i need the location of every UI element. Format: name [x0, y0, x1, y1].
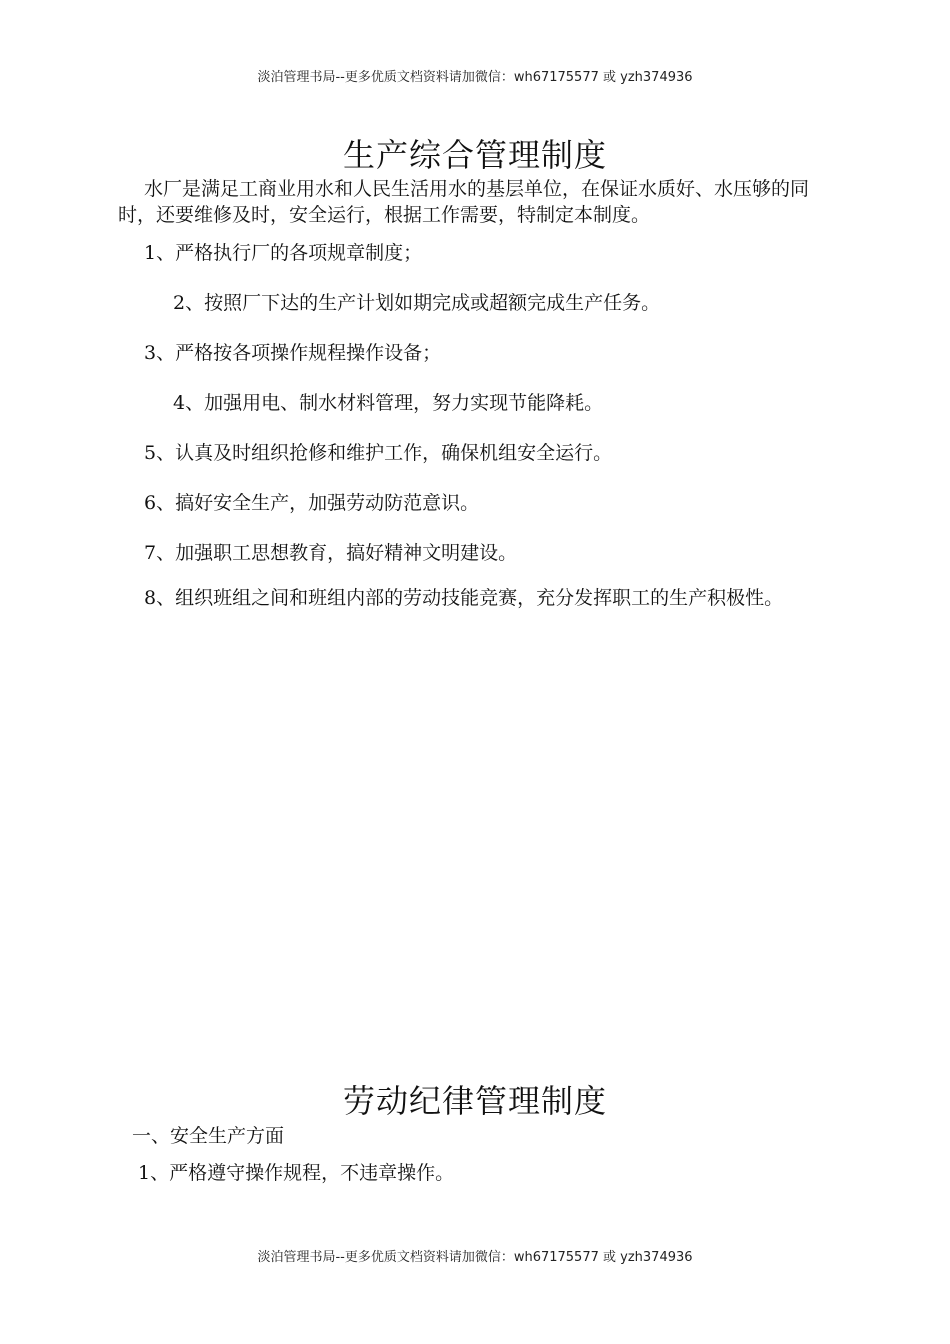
rule-item-8: 8、组织班组之间和班组内部的劳动技能竞赛，充分发挥职工的生产积极性。 — [144, 587, 784, 609]
rule-item-3: 3、严格按各项操作规程操作设备； — [144, 342, 442, 364]
document-title-discipline: 劳动纪律管理制度 — [342, 1082, 607, 1120]
page-header: 淡泊管理书局--更多优质文档资料请加微信：wh67175577 或 yzh374936 — [257, 70, 693, 85]
page-footer: 淡泊管理书局--更多优质文档资料请加微信：wh67175577 或 yzh374936 — [257, 1250, 693, 1265]
rule-item-2: 2、按照厂下达的生产计划如期完成或超额完成生产任务。 — [173, 292, 661, 314]
rule-item-6: 6、搞好安全生产，加强劳动防范意识。 — [144, 492, 480, 514]
rule-item-7: 7、加强职工思想教育，搞好精神文明建设。 — [144, 542, 518, 564]
rule-item-4: 4、加强用电、制水材料管理，努力实现节能降耗。 — [173, 392, 604, 414]
rule-item-1: 1、严格执行厂的各项规章制度； — [144, 242, 423, 264]
intro-paragraph: 水厂是满足工商业用水和人民生活用水的基层单位，在保证水质好、水压够的同时，还要维修及时，安全运行，根据工作需要，特制定本制度。 — [118, 178, 810, 226]
discipline-rule-1: 1、严格遵守操作规程，不违章操作。 — [138, 1162, 455, 1184]
rule-item-5: 5、认真及时组织抢修和维护工作，确保机组安全运行。 — [144, 442, 613, 464]
document-title-production: 生产综合管理制度 — [342, 136, 607, 174]
section-heading-safety: 一、安全生产方面 — [132, 1125, 285, 1147]
